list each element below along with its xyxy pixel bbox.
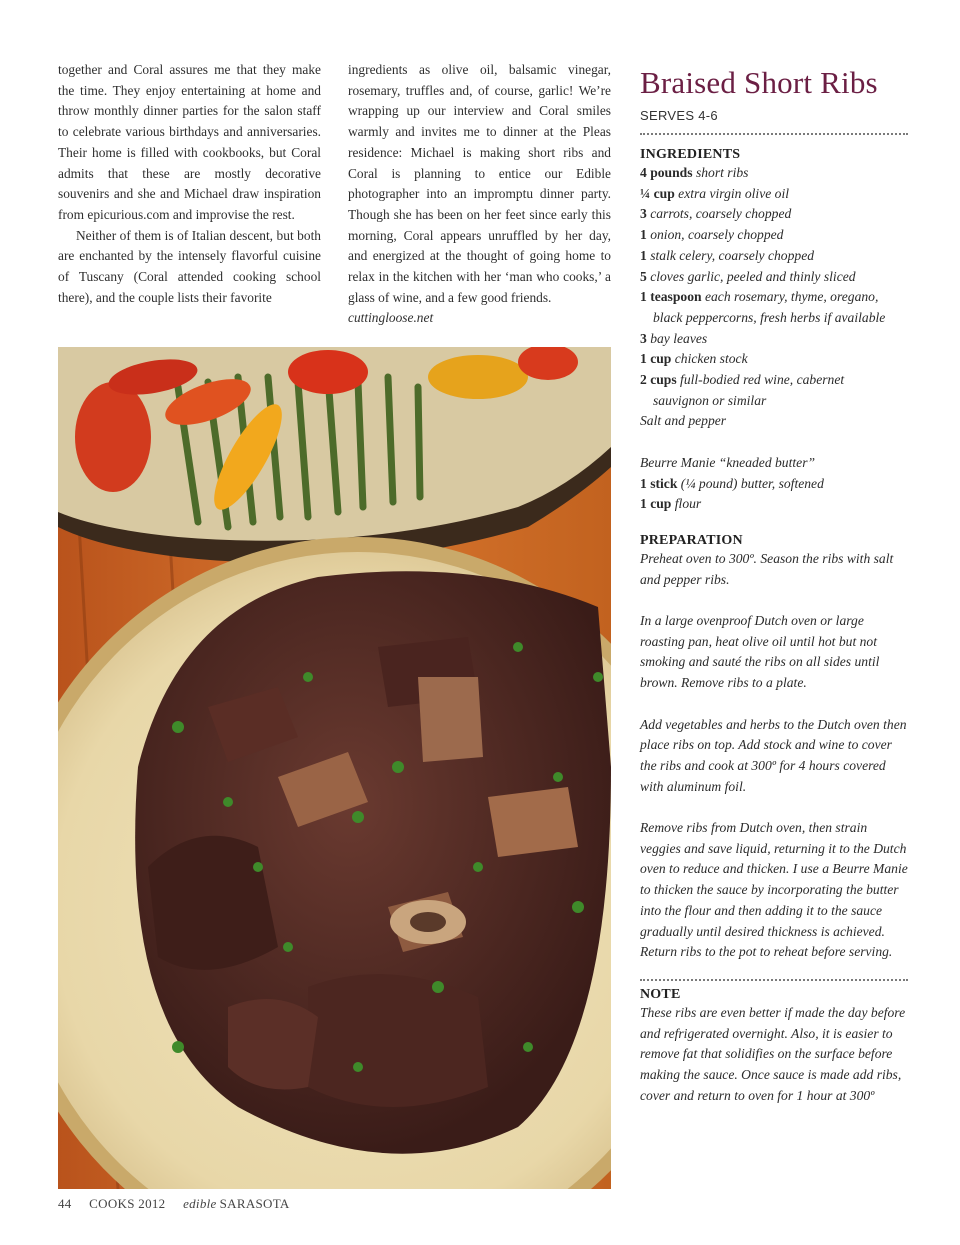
ingredient-line — [640, 494, 908, 515]
beurre-manie-list — [640, 474, 908, 515]
ingredient-description: cloves garlic, peeled and thinly sliced — [650, 268, 856, 284]
ingredient-line — [640, 204, 908, 225]
ingredient-quantity: 2 cups — [640, 372, 677, 388]
ingredient-quantity: 5 — [640, 268, 647, 284]
recipe-sidebar — [640, 60, 908, 1106]
ingredient-line — [640, 267, 908, 288]
ingredient-line — [640, 329, 908, 350]
photo-credit: cuttingloose.net — [348, 310, 434, 326]
dotted-divider — [640, 133, 908, 135]
ingredient-line — [640, 474, 908, 495]
ingredient-description: extra virgin olive oil — [678, 185, 790, 201]
ingredient-quantity: 1 — [640, 247, 647, 263]
article-column-1 — [58, 60, 321, 308]
beurre-manie-title: Beurre Manie “kneaded butter” — [640, 454, 816, 470]
article-column-2 — [348, 60, 611, 329]
short-ribs-photo — [58, 347, 611, 1189]
ingredient-description: (¼ pound) butter, softened — [680, 475, 824, 491]
ingredient-description: flour — [674, 496, 702, 512]
ingredient-quantity: 1 teaspoon — [640, 289, 702, 305]
ingredient-continuation: sauvignon or similar — [653, 392, 767, 408]
ingredient-continuation: black peppercorns, fresh herbs if available — [653, 309, 886, 325]
section-name: COOKS 2012 — [89, 1196, 166, 1211]
note-heading: NOTE — [640, 986, 681, 1002]
ingredient-line — [640, 370, 908, 391]
ingredient-quantity: 1 stick — [640, 475, 678, 491]
preparation-step: Remove ribs from Dutch oven, then strain veggies and save liquid, returning it to the Dutch oven to reduce and thicken. I use a Beurre Manie to thicken the sauce by incorporating the butter into the flour and then adding it to the sauce gradually until desired thickness is achieved. Return ribs to the pot to reheat before serving. — [640, 820, 908, 960]
ingredient-description: stalk celery, coarsely chopped — [650, 247, 815, 263]
ingredient-description: each rosemary, thyme, oregano, — [704, 289, 879, 305]
ingredient-line — [640, 349, 908, 370]
ingredient-quantity: ¼ cup — [640, 185, 675, 201]
ingredient-quantity: 1 cup — [640, 351, 672, 367]
ingredient-description: full-bodied red wine, cabernet — [680, 372, 845, 388]
ingredient-line — [640, 411, 908, 432]
ingredient-description: Salt and pepper — [640, 413, 727, 429]
ingredient-description: short ribs — [695, 165, 749, 180]
article-paragraph: together and Coral assures me that they make the time. They enjoy entertaining at home and throw monthly dinner parties for the salon staff to celebrate various birthdays and anniversaries. Their home is filled with cookbooks, but Coral admits that these are mostly decorative souvenirs and she and Michael draw inspiration from epicurious.com and improvise the rest. — [58, 62, 321, 222]
page-number: 44 — [58, 1196, 72, 1211]
magazine-edible: edible — [183, 1196, 217, 1211]
ingredient-line — [640, 163, 908, 184]
ingredient-quantity: 3 — [640, 206, 647, 222]
ingredient-line — [640, 287, 908, 308]
recipe-title: Braised Short Ribs — [640, 65, 878, 100]
magazine-name: SARASOTA — [219, 1196, 290, 1211]
ingredient-quantity: 1 cup — [640, 496, 672, 512]
preparation-heading: PREPARATION — [640, 532, 743, 548]
preparation-step: Add vegetables and herbs to the Dutch oven then place ribs on top. Add stock and wine to cover the ribs and cook at 300º for 4 hours covered with aluminum foil. — [640, 716, 907, 794]
note-text: These ribs are even better if made the day before and refrigerated overnight. Also, it is easier to remove fat that solidifies on the surface before making the sauce. Once sauce is made add ribs, cover and return to oven for 1 hour at 300º — [640, 1004, 906, 1103]
ingredient-line — [640, 225, 908, 246]
ingredients-list — [640, 163, 908, 432]
ingredients-heading: INGREDIENTS — [640, 147, 741, 162]
ingredient-description: chicken stock — [674, 351, 748, 367]
dotted-divider — [640, 979, 908, 981]
page-footer — [58, 1196, 290, 1212]
article-paragraph: Neither of them is of Italian descent, but both are enchanted by the intensely flavorful cuisine of Tuscany (Coral attended cooking school there), and the couple lists their favorite — [58, 227, 321, 305]
ingredient-quantity: 1 — [640, 227, 647, 243]
ingredient-quantity: 4 pounds — [640, 165, 693, 180]
ingredient-description: bay leaves — [650, 330, 708, 346]
preparation-step: In a large ovenproof Dutch oven or large roasting pan, heat olive oil until hot but not smoking and sauté the ribs on all sides until brown. Remove ribs to a plate. — [640, 613, 880, 691]
ingredient-description: carrots, coarsely chopped — [650, 206, 792, 222]
ingredient-line — [640, 246, 908, 267]
ingredient-description: onion, coarsely chopped — [650, 227, 784, 243]
article-paragraph: ingredients as olive oil, balsamic vinegar, rosemary, truffles and, of course, garlic! We’re wrapping up our interview and Coral smiles warmly and invites me to dinner at the Pleas residence: Michael is making short ribs and Coral is planning to entice our Edible photographer into an impromptu dinner party. Though she has been on her feet since early this morning, Coral appears unruffled by her day, and energized at the thought of going home to relax in the kitchen with her ‘man who cooks,’ a glass of wine, and a few good friends. — [348, 62, 611, 305]
ingredient-line — [640, 184, 908, 205]
recipe-servings: SERVES 4-6 — [640, 108, 718, 123]
preparation-step: Preheat oven to 300º. Season the ribs with salt and pepper ribs. — [640, 550, 894, 587]
ingredient-quantity: 3 — [640, 330, 647, 346]
